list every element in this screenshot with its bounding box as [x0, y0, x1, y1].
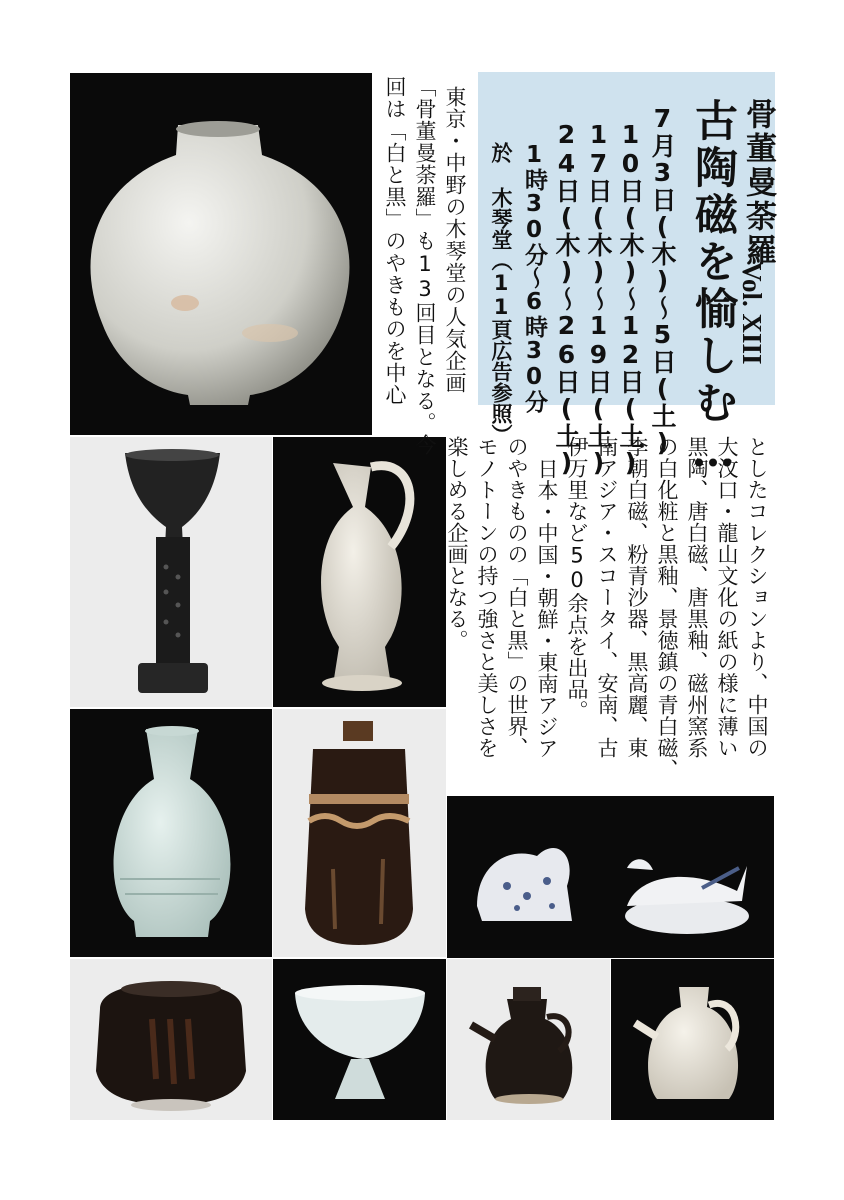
- date-line: 17日(木)〜19日(土): [584, 120, 613, 477]
- tenmoku-jar-photo: [273, 709, 446, 957]
- venue-line: 於 木琴堂（11頁広告参照）: [489, 142, 513, 445]
- volume-label: Vol. XIII: [737, 262, 767, 365]
- main-title: 古陶磁を愉しむ…: [688, 98, 738, 481]
- body-line: 南アジア・スコータイ、安南、古: [595, 436, 619, 759]
- small-animal-boxes-photo: [447, 796, 774, 958]
- body-line: のやきものの「白と黒」の世界、: [505, 436, 529, 759]
- white-ewer-small-photo: [611, 959, 774, 1120]
- body-line: の白化粧と黒釉、景徳鎮の青白磁、: [655, 436, 679, 780]
- series-title: 骨董曼荼羅: [740, 98, 776, 268]
- body-line: 伊万里など50余点を出品。: [565, 436, 589, 722]
- body-line: としたコレクションより、中国の: [745, 436, 769, 759]
- celadon-vase-photo: [70, 709, 272, 957]
- body-line: モノトーンの持つ強さと美しさを: [475, 436, 499, 759]
- date-line: 7月3日(木)〜5日(土): [648, 104, 677, 457]
- body-line: 李朝白磁、粉青沙器、黒高麗、東: [625, 436, 649, 759]
- black-ewer-photo: [447, 959, 610, 1120]
- white-stem-bowl-photo: [273, 959, 446, 1120]
- intro-line: 回は「白と黒」のやきものを中心: [383, 76, 407, 406]
- intro-line: 東京・中野の木琴堂の人気企画: [443, 86, 467, 394]
- date-line: 24日(木)〜26日(土): [552, 120, 581, 477]
- black-jar-photo: [70, 959, 272, 1120]
- body-line: 日本・中国・朝鮮・東南アジア: [535, 458, 559, 759]
- intro-line: 「骨董曼荼羅」も13回目となる。今: [413, 76, 437, 456]
- body-line: 黒陶、唐白磁、唐黒釉、磁州窯系: [685, 436, 709, 759]
- moon-jar-photo: [70, 73, 372, 435]
- black-stem-cup-photo: [70, 437, 272, 707]
- opening-hours: 1時30分〜6時30分: [521, 142, 547, 413]
- date-line: 10日(木)〜12日(土): [616, 120, 645, 477]
- body-line: 楽しめる企画となる。: [445, 436, 469, 651]
- body-line: 大汶口・龍山文化の紙の様に薄い: [715, 436, 739, 759]
- white-ewer-photo: [273, 437, 446, 707]
